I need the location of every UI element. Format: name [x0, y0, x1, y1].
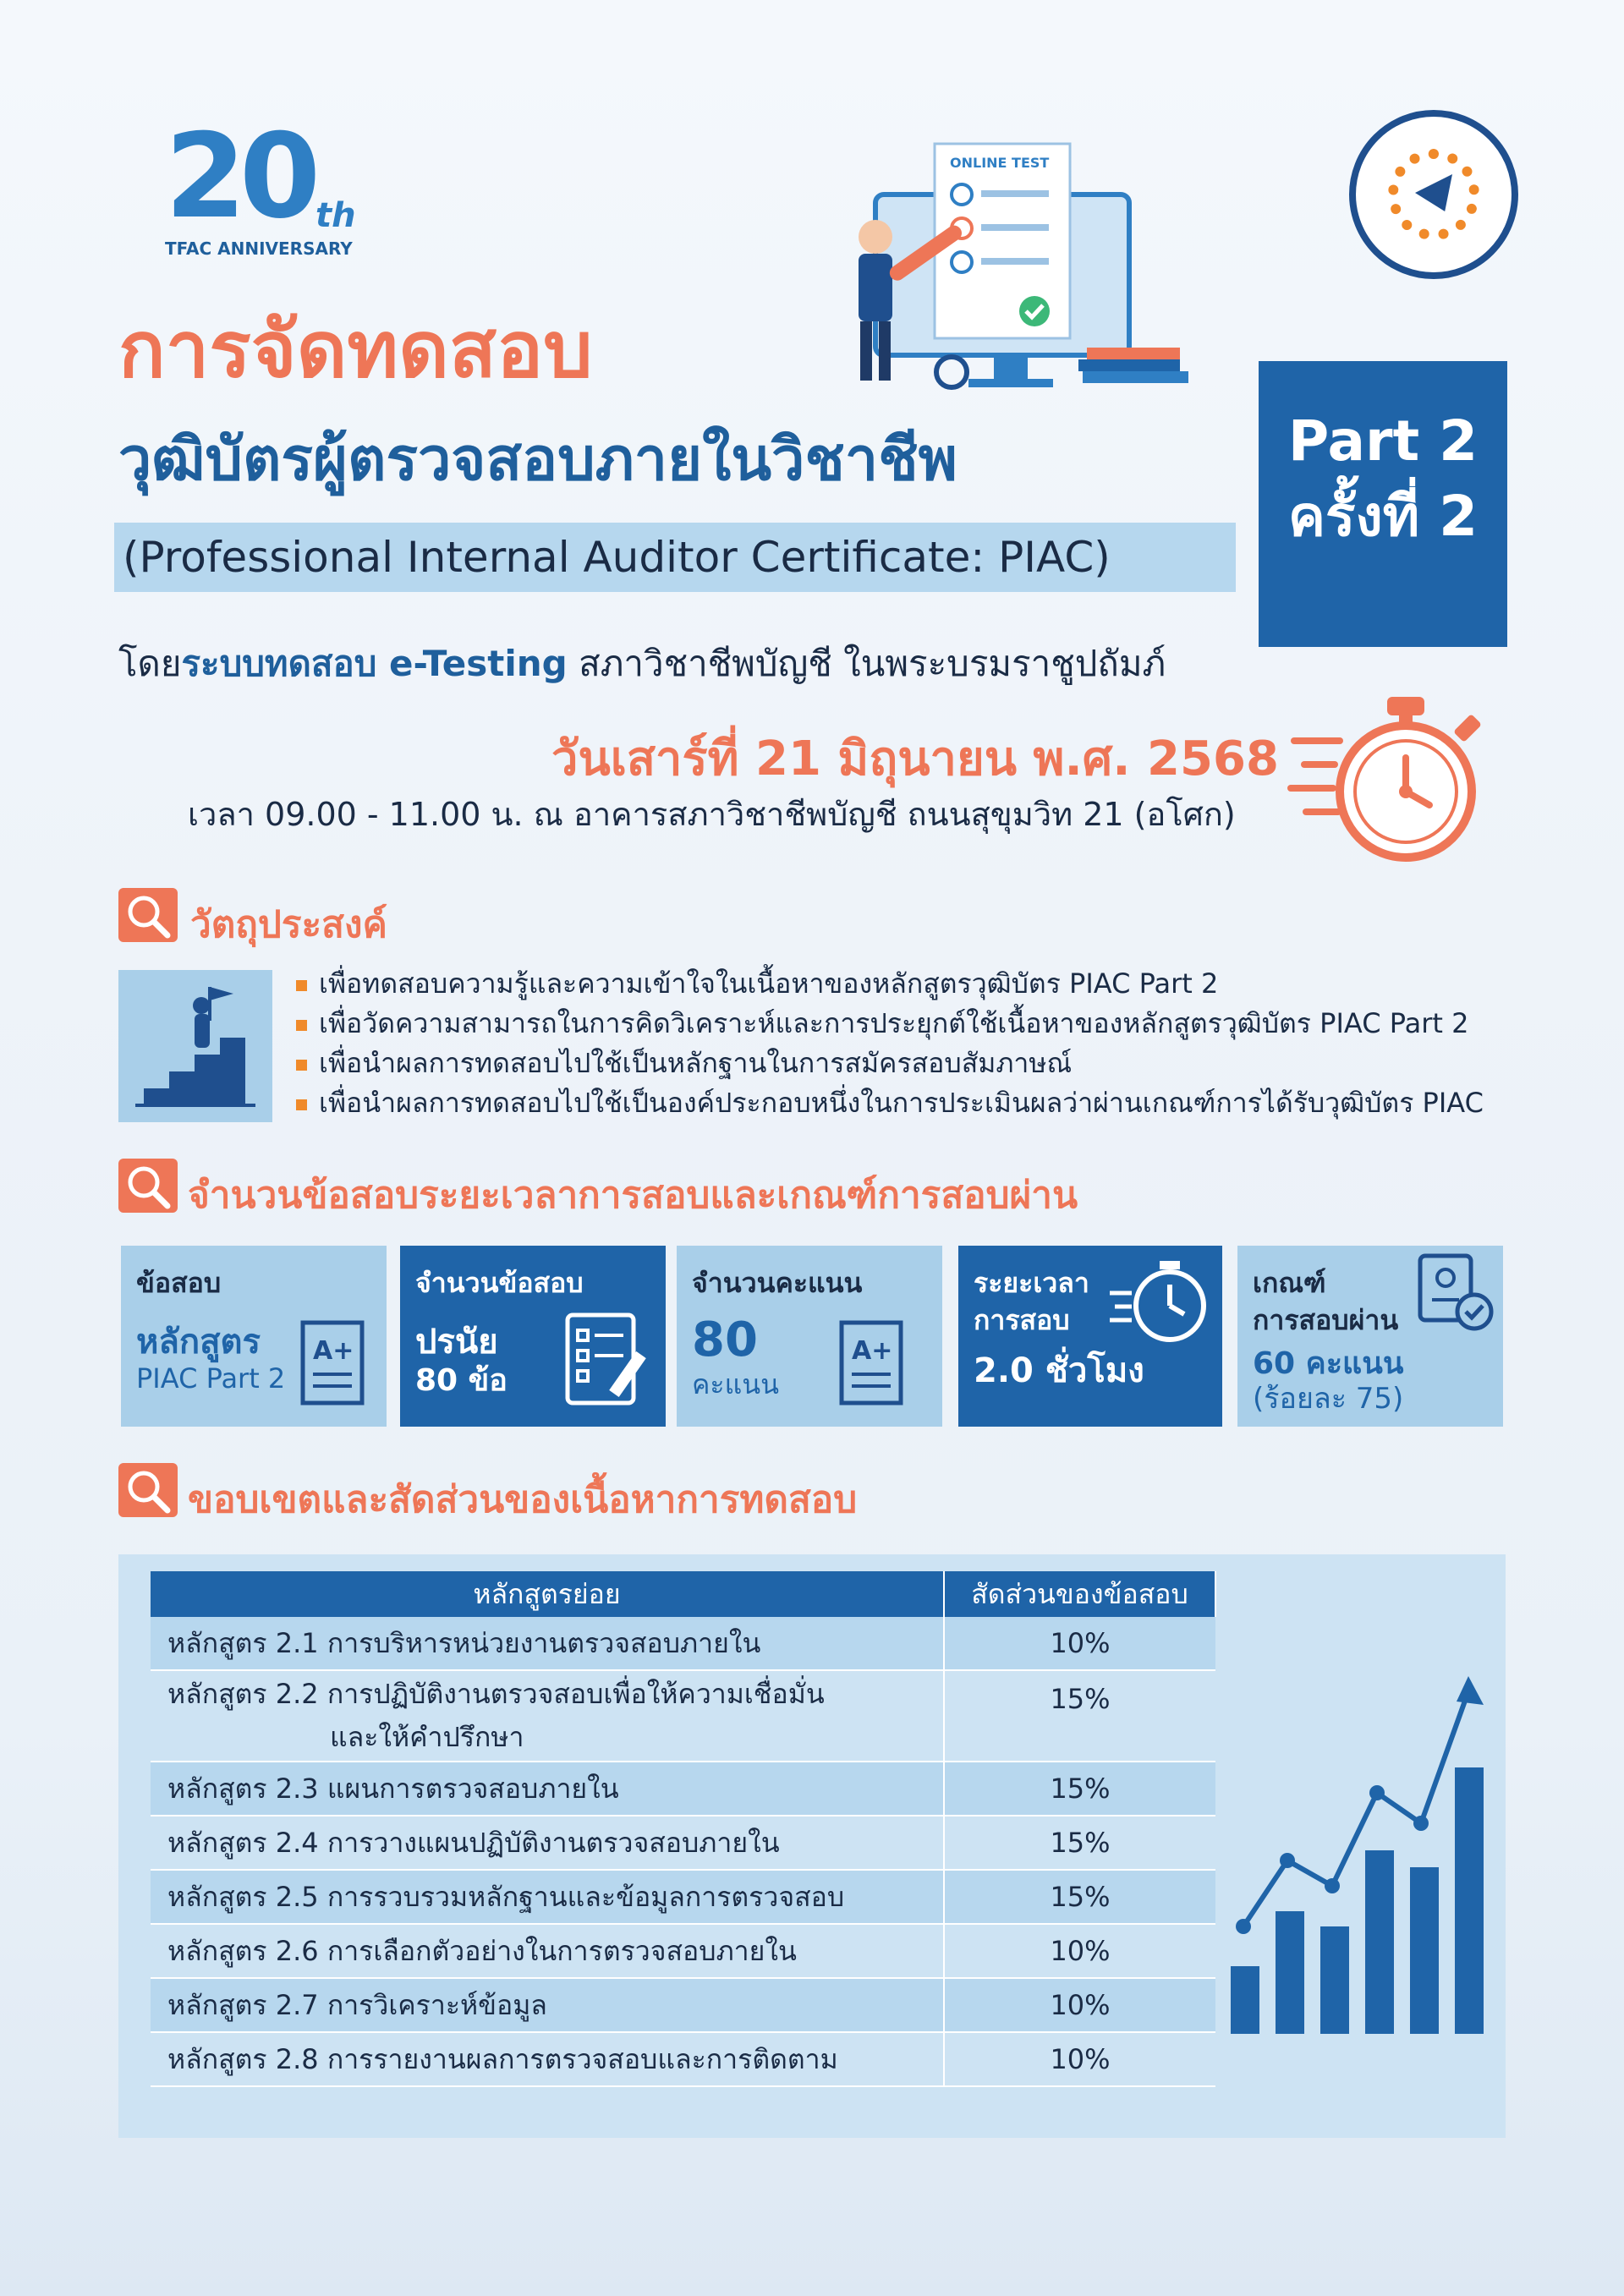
section-magnifier-icon	[118, 888, 178, 942]
certificate-icon	[833, 1318, 914, 1411]
part-badge	[1259, 361, 1507, 647]
byline	[118, 636, 1166, 692]
exam-card-subject: ข้อสอบ หลักสูตร PIAC Part 2 A+	[121, 1246, 387, 1427]
climbing-steps-icon	[118, 970, 272, 1122]
objectives-list	[296, 964, 1484, 1123]
table-row: หลักสูตร 2.6 การเลือกตัวอย่างในการตรวจสอบภายใน 10%	[151, 1924, 1215, 1978]
exam-card-pass-criteria: เกณฑ์ การสอบผ่าน 60 คะแนน (ร้อยละ 75)	[1237, 1246, 1503, 1427]
anniversary-number: 20	[165, 108, 315, 244]
column-header-course: หลักสูตรย่อย	[151, 1571, 944, 1617]
person-icon	[859, 220, 892, 254]
exam-card-duration: ระยะเวลา การสอบ 2.0 ชั่วโมง	[958, 1246, 1222, 1427]
objectives-heading: วัตถุประสงค์	[190, 903, 387, 946]
table-row: หลักสูตร 2.5 การรวบรวมหลักฐานและข้อมูลการตรวจสอบ 15%	[151, 1870, 1215, 1924]
column-header-share: สัดส่วนของข้อสอบ	[944, 1571, 1215, 1617]
exam-date: วันเสาร์ที่ 21 มิถุนายน พ.ศ. 2568	[551, 732, 1279, 786]
id-badge-check-icon	[1415, 1251, 1500, 1335]
exam-card-questions: จำนวนข้อสอบ ปรนัย 80 ข้อ	[400, 1246, 666, 1427]
byline-suffix: สภาวิชาชีพบัญชี ในพระบรมราชูปถัมภ์	[567, 643, 1166, 684]
list-item: เพื่อทดสอบความรู้และความเข้าใจในเนื้อหาของหลักสูตรวุฒิบัตร PIAC Part 2	[296, 964, 1484, 1004]
svg-text:A+: A+	[852, 1336, 893, 1366]
anniversary-suffix: th	[315, 196, 356, 235]
table-row: หลักสูตร 2.8 การรายงานผลการตรวจสอบและการติดตาม 10%	[151, 2032, 1215, 2086]
list-item: เพื่อนำผลการทดสอบไปใช้เป็นองค์ประกอบหนึ่งในการประเมินผลว่าผ่านเกณฑ์การได้รับวุฒิบัตร PIAC	[296, 1083, 1484, 1123]
federation-seal-logo	[1349, 110, 1518, 279]
scope-heading: ขอบเขตและสัดส่วนของเนื้อหาการทดสอบ	[188, 1478, 858, 1521]
exam-card-score: จำนวนคะแนน 80 คะแนน A+	[677, 1246, 942, 1427]
books-icon	[1078, 359, 1180, 371]
growth-chart-icon	[1218, 1658, 1506, 2055]
svg-text:A+: A+	[313, 1336, 354, 1366]
byline-prefix: โดย	[118, 643, 182, 684]
part-label: Part 2	[1287, 408, 1479, 474]
table-row: หลักสูตร 2.3 แผนการตรวจสอบภายใน 15%	[151, 1762, 1215, 1816]
check-icon	[1019, 296, 1050, 326]
exam-time-location: เวลา 09.00 - 11.00 น. ณ อาคารสภาวิชาชีพบัญชี ถนนสุขุมวิท 21 (อโศก)	[188, 796, 1236, 833]
page-title: การจัดทดสอบ	[118, 304, 593, 395]
scope-table	[151, 1571, 1216, 2087]
section-magnifier-icon	[118, 1159, 178, 1213]
checklist-icon	[559, 1308, 661, 1410]
english-title: (Professional Internal Auditor Certificate: PIAC)	[114, 523, 1236, 592]
certificate-icon	[294, 1318, 375, 1411]
table-row: หลักสูตร 2.4 การวางแผนปฏิบัติงานตรวจสอบภายใน 15%	[151, 1816, 1215, 1870]
round-label: ครั้งที่ 2	[1287, 484, 1479, 550]
stopwatch-icon	[1287, 682, 1490, 868]
online-test-illustration	[825, 127, 1214, 406]
magnifier-icon	[936, 357, 967, 387]
exam-info-heading: จำนวนข้อสอบระยะเวลาการสอบและเกณฑ์การสอบผ่าน	[188, 1174, 1078, 1217]
table-row: หลักสูตร 2.2 การปฏิบัติงานตรวจสอบเพื่อให้ความเชื่อมั่น และให้คำปรึกษา 15%	[151, 1670, 1215, 1762]
tfac-20th-anniversary-logo	[165, 108, 356, 262]
table-row: หลักสูตร 2.7 การวิเคราะห์ข้อมูล 10%	[151, 1978, 1215, 2032]
byline-highlight: ระบบทดสอบ e-Testing	[181, 643, 568, 684]
stopwatch-icon	[1106, 1251, 1216, 1352]
section-magnifier-icon	[118, 1463, 178, 1517]
online-test-label: ONLINE TEST	[950, 155, 1050, 171]
table-header-row	[151, 1571, 1215, 1617]
page-subtitle: วุฒิบัตรผู้ตรวจสอบภายในวิชาชีพ	[118, 425, 957, 494]
table-row: หลักสูตร 2.1 การบริหารหน่วยงานตรวจสอบภายใน 10%	[151, 1617, 1215, 1670]
objectives-illustration	[118, 970, 272, 1122]
list-item: เพื่อวัดความสามารถในการคิดวิเคราะห์และการประยุกต์ใช้เนื้อหาของหลักสูตรวุฒิบัตร PIAC Part 2	[296, 1004, 1484, 1044]
list-item: เพื่อนำผลการทดสอบไปใช้เป็นหลักฐานในการสมัครสอบสัมภาษณ์	[296, 1044, 1484, 1083]
anniversary-label: TFAC ANNIVERSARY	[165, 238, 353, 259]
